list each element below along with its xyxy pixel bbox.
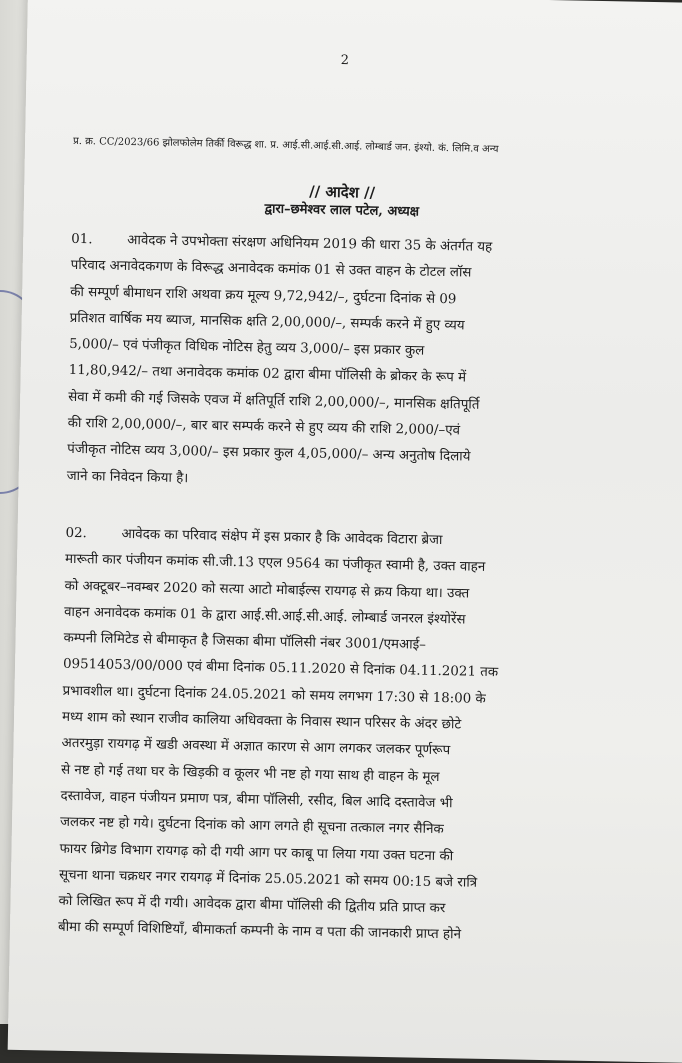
paragraph-line-text: परिवाद अनावेदकगण के विरूद्ध अनावेदक कमांक 01 से उक्त वाहन के टोटल लॉस — [70, 258, 472, 281]
paragraph-line-text: से नष्ट हो गई तथा घर के खिड़की व कूलर भी नष्ट हो गया साथ ही वाहन के मूल — [60, 762, 440, 785]
paragraph-line-text: सूचना थाना चक्रधर नगर रायगढ़ में दिनांक 25.05.2021 को समय 00:15 बजे रात्रि — [58, 867, 478, 891]
paragraph-line-text: बीमा की सम्पूर्ण विशिष्टियाँ, बीमाकर्ता कम्पनी के नाम व पता की जानकारी प्राप्त होने — [57, 920, 462, 943]
paragraph-line-text: दस्तावेज, वाहन पंजीयन प्रमाण पत्र, बीमा पॉलिसी, रसीद, बिल आदि दस्तावेज भी — [60, 788, 453, 812]
paragraph-line-text: फायर ब्रिगेड विभाग रायगढ़ को दी गयी आग पर काबू पा लिया गया उक्त घटना की — [59, 841, 454, 864]
paragraph-line-text: को अक्टूबर–नवम्बर 2020 को सत्या आटो मोबाईल्स रायगढ़ से क्रय किया था। उक्त — [64, 578, 470, 602]
document-page — [8, 0, 682, 1063]
order-title: // आदेश // — [309, 182, 376, 202]
paragraph-line-text: सेवा में कमी की गई जिसके एवज में क्षतिपूर्ति राशि 2,00,000/–, मानसिक क्षतिपूर्ति — [68, 389, 480, 413]
paragraph-line-text: को लिखित रूप में दी गयी। आवेदक द्वारा बीमा पॉलिसी की द्वितीय प्रति प्राप्त कर — [58, 893, 446, 917]
paragraph-line-text: मध्य शाम को स्थान राजीव कालिया अधिवक्ता के निवास स्थान परिसर के अंदर छोटे — [61, 709, 462, 733]
page-number: 2 — [340, 53, 350, 69]
paragraph-02 — [58, 521, 654, 953]
paragraph-line-text: की राशि 2,00,000/–, बार बार सम्पर्क करने से हुए व्यय की राशि 2,000/–एवं — [67, 415, 461, 439]
paragraph-line-text: अतरमुड़ा रायगढ़ में खडी अवस्था में अज्ञात कारण से आग लगकर जलकर पूर्णरूप — [61, 736, 451, 759]
paragraph-line-text: पंजीकृत नोटिस व्यय 3,000/– इस प्रकार कुल 4,05,000/– अन्य अनुतोष दिलाये — [67, 442, 471, 465]
paragraph-line-text: मारूती कार पंजीयन कमांक सी.जी.13 एएल 9564 का पंजीकृत स्वामी है, उक्त वाहन — [64, 552, 486, 576]
paragraph-line-text: 5,000/– एवं पंजीकृत विधिक नोटिस हेतु व्यय 3,000/– इस प्रकार कुल — [69, 337, 425, 359]
paragraph-line-text: प्रभावशील था। दुर्घटना दिनांक 24.05.2021 को समय लगभग 17:30 से 18:00 के — [62, 683, 486, 707]
paragraph-line-text: आवेदक का परिवाद संक्षेप में इस प्रकार है कि आवेदक विटारा ब्रेजा — [121, 526, 443, 549]
paragraph-line-text: प्रतिशत वार्षिक मय ब्याज, मानसिक क्षति 2,00,000/–, सम्पर्क करने में हुए व्यय — [69, 310, 465, 334]
paragraph-line-text: 11,80,942/– तथा अनावेदक कमांक 02 द्वारा बीमा पॉलिसी के ब्रोकर के रूप में — [68, 363, 467, 386]
paragraph-line-text: जलकर नष्ट हो गये। दुर्घटना दिनांक को आग लगते ही सूचना तत्काल नगर सैनिक — [59, 815, 444, 838]
paragraph-line-text: वाहन अनावेदक कमांक 01 के द्वारा आई.सी.आई.सी.आई. लोम्बार्ड जनरल इंश्योरेंस — [63, 604, 466, 628]
paragraph-line-text: जाने का निवेदन किया है। — [66, 468, 189, 486]
paragraph-number: 02. — [65, 525, 88, 542]
paragraph-01 — [66, 227, 659, 501]
case-reference: प्र. क्र. CC/2023/66 झोलफोलेम तिर्की विरूद्ध शा. प्र. आई.सी.आई.सी.आई. लोम्बार्ड जन. इंश्यो. कं. लिमि.व अन्य — [72, 135, 499, 156]
paragraph-line-text: 09514053/00/000 एवं बीमा दिनांक 05.11.2020 से दिनांक 04.11.2021 तक — [62, 657, 499, 681]
paragraph-line-text: कम्पनी लिमिटेड से बीमाकृत है जिसका बीमा पॉलिसी नंबर 3001/एमआई– — [63, 630, 427, 653]
document-text — [57, 0, 678, 943]
paragraph-line-text: आवेदक ने उपभोक्ता संरक्षण अधिनियम 2019 की धारा 35 के अंतर्गत यह — [127, 232, 493, 255]
paragraph-number: 01. — [71, 231, 93, 248]
paragraph-line-text: की सम्पूर्ण बीमाधन राशि अथवा क्रय मूल्य 9,72,942/–, दुर्घटना दिनांक से 09 — [70, 284, 457, 307]
order-author: द्वारा–छमेश्वर लाल पटेल, अध्यक्ष — [264, 201, 420, 220]
